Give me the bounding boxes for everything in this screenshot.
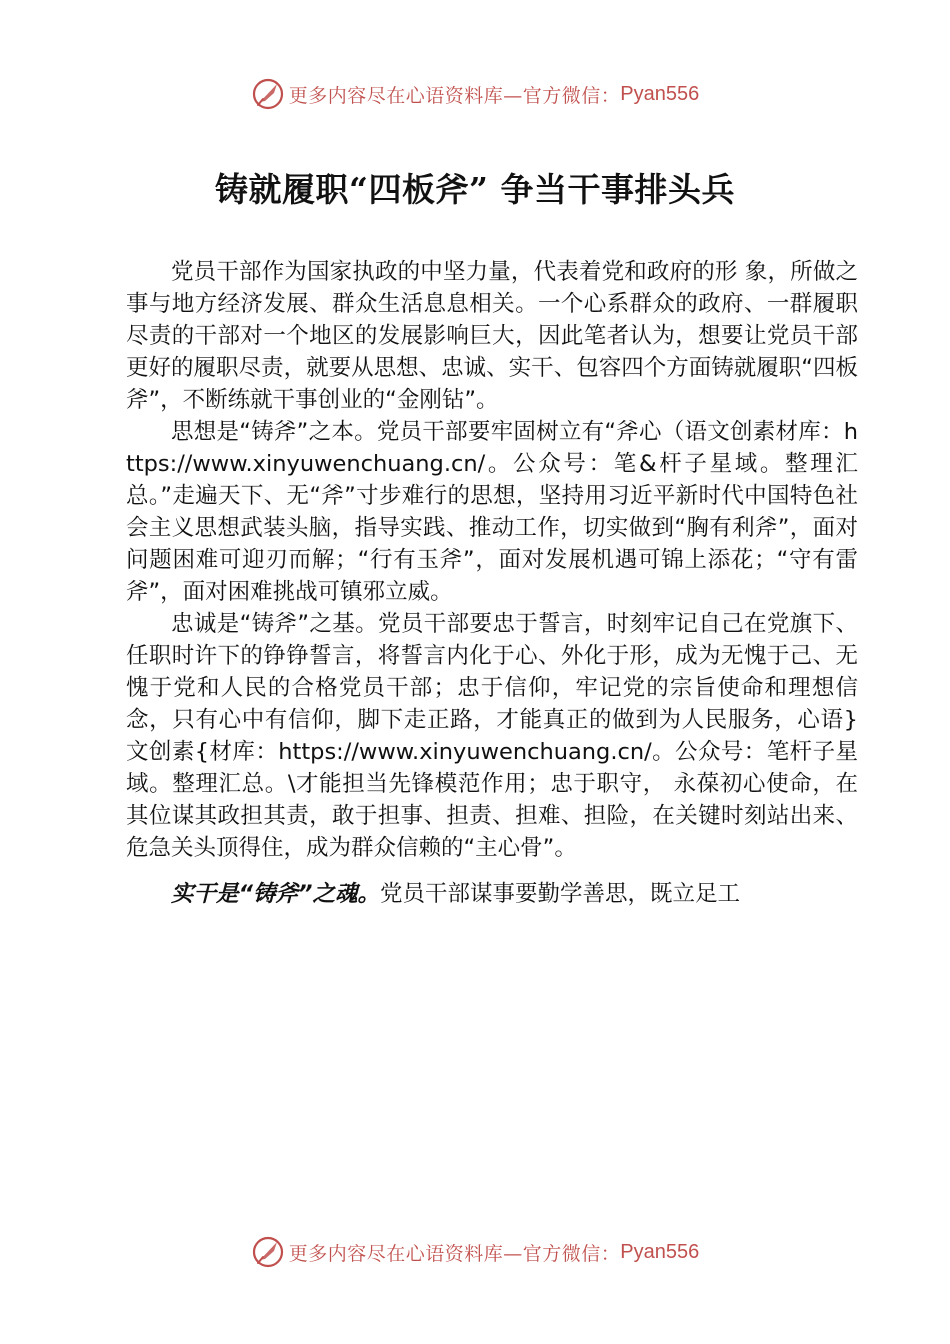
- wechat-id: Pyan556: [620, 82, 700, 105]
- paragraph-text: 忠诚是“铸斧”之基。党员干部要忠于誓言，时刻牢记自己在党旗下、任职时许下的铮铮誓言，将誓言内化于心、外化于形，成为无愧于己、无愧于党和人民的合格党员干部；忠于信仰，牢记党的宗旨使命和理想信念，只有心中有信仰，脚下走正路，才能真正的做到为人民服务，心语}文创素{材库：https://www.xinyuwenchuang.cn/。公众号：笔杆子星域。整理汇总。\才能担当先锋模范作用；忠于职守， 永葆初心使命，在其位谋其政担其责，敢于担事、担责、担难、担险，在关键时刻站出来、危急关头顶得住，成为群众信赖的“主心骨”。: [126, 611, 858, 861]
- article-body: [126, 256, 858, 910]
- wechat-id: Pyan556: [620, 1240, 700, 1263]
- quill-logo-icon: [251, 1235, 285, 1269]
- header-banner: [0, 74, 950, 114]
- paragraph: [126, 256, 858, 416]
- footer-banner: [0, 1232, 950, 1272]
- banner-text: 更多内容尽在心语资料库—官方微信：: [288, 84, 621, 107]
- paragraph: [126, 416, 858, 608]
- paragraph-text: 党员干部谋事要勤学善思，既立足工: [379, 881, 740, 907]
- banner-text: 更多内容尽在心语资料库—官方微信：: [288, 1242, 621, 1265]
- paragraph: [126, 608, 858, 864]
- paragraph: [126, 878, 858, 910]
- paragraph-lead: 实干是“铸斧”之魂。: [171, 881, 380, 907]
- quill-logo-icon: [251, 77, 285, 111]
- paragraph-text: 思想是“铸斧”之本。党员干部要牢固树立有“斧心（语文创素材库：https://www.xinyuwenchuang.cn/。公众号：笔&杆子星域。整理汇总。”走遍天下、无“斧”寸步难行的思想，坚持用习近平新时代中国特色社会主义思想武装头脑，指导实践、推动工作，切实做到“胸有利斧”，面对问题困难可迎刃而解；“行有玉斧”，面对发展机遇可锦上添花；“守有雷斧”，面对困难挑战可镇邪立威。: [126, 419, 858, 605]
- paragraph-text: 党员干部作为国家执政的中坚力量，代表着党和政府的形 象，所做之事与地方经济发展、群众生活息息相关。一个心系群众的政府、一群履职尽责的干部对一个地区的发展影响巨大，因此笔者认为，想要让党员干部更好的履职尽责，就要从思想、忠诚、实干、包容四个方面铸就履职“四板斧”，不断练就干事创业的“金刚钻”。: [126, 259, 858, 413]
- page-title: 铸就履职“四板斧” 争当干事排头兵: [215, 170, 735, 209]
